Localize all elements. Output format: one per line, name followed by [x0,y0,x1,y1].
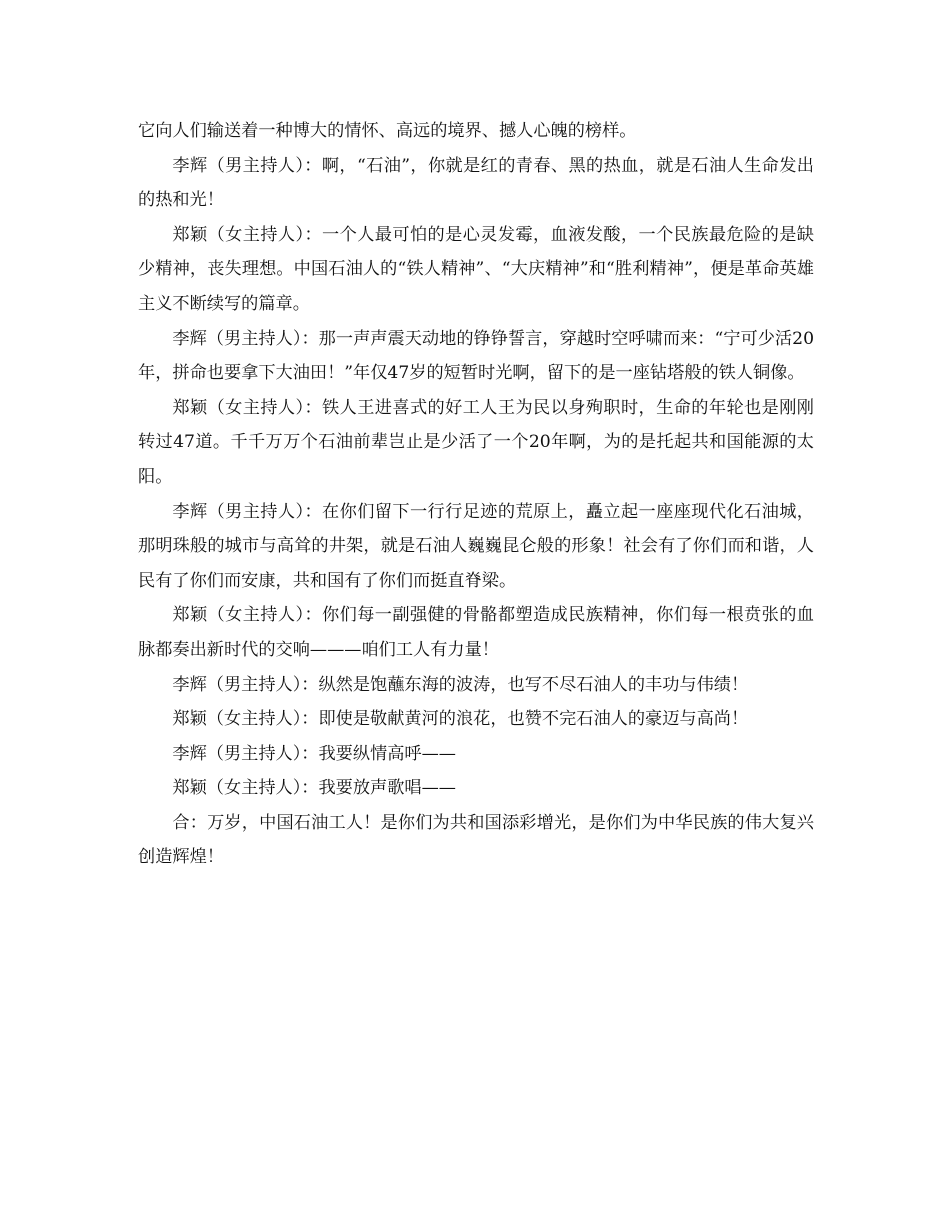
paragraph-zhengying-5: 郑颖（女主持人）：我要放声歌唱—— [172,778,456,799]
paragraph-zhengying-4: 郑颖（女主持人）：即使是敬献黄河的浪花，也赞不完石油人的豪迈与高尚！ [172,709,749,730]
paragraph-lihui-2: 李辉（男主持人）：那一声声震天动地的铮铮誓言，穿越时空呼啸而来：“宁可少活20年，拼命也要拿下大油田！”年仅47岁的短暂时光啊，留下的是一座钻塔般的铁人铜像。 [138,328,814,384]
paragraph-chorus: 合：万岁，中国石油工人！是你们为共和国添彩增光，是你们为中华民族的伟大复兴创造辉煌！ [138,812,814,868]
paragraph-lihui-1: 李辉（男主持人）：啊，“石油”，你就是红的青春、黑的热血，就是石油人生命发出的热和光！ [138,155,814,211]
paragraph-lihui-3: 李辉（男主持人）：在你们留下一行行足迹的荒原上，矗立起一座座现代化石油城，那明珠般的城市与高耸的井架，就是石油人巍巍昆仑般的形象！社会有了你们而和谐，人民有了你们而安康，共和国有了你们而挺直脊梁。 [138,501,814,591]
document-body [138,114,814,875]
paragraph-lihui-4: 李辉（男主持人）：纵然是饱蘸东海的波涛，也写不尽石油人的丰功与伟绩！ [172,674,749,695]
paragraph-zhengying-2: 郑颖（女主持人）：铁人王进喜式的好工人王为民以身殉职时，生命的年轮也是刚刚转过47道。千千万万个石油前辈岂止是少活了一个20年啊，为的是托起共和国能源的太阳。 [138,397,814,487]
paragraph-zhengying-1: 郑颖（女主持人）：一个人最可怕的是心灵发霉，血液发酸，一个民族最危险的是缺少精神，丧失理想。中国石油人的“铁人精神”、“大庆精神”和“胜利精神”，便是革命英雄主义不断续写的篇章。 [138,224,814,314]
paragraph-lihui-5: 李辉（男主持人）：我要纵情高呼—— [172,743,456,764]
paragraph-zhengying-3: 郑颖（女主持人）：你们每一副强健的骨骼都塑造成民族精神，你们每一根贲张的血脉都奏出新时代的交响———咱们工人有力量！ [138,605,814,660]
paragraph-continuation: 它向人们输送着一种博大的情怀、高远的境界、撼人心魄的榜样。 [138,121,637,141]
